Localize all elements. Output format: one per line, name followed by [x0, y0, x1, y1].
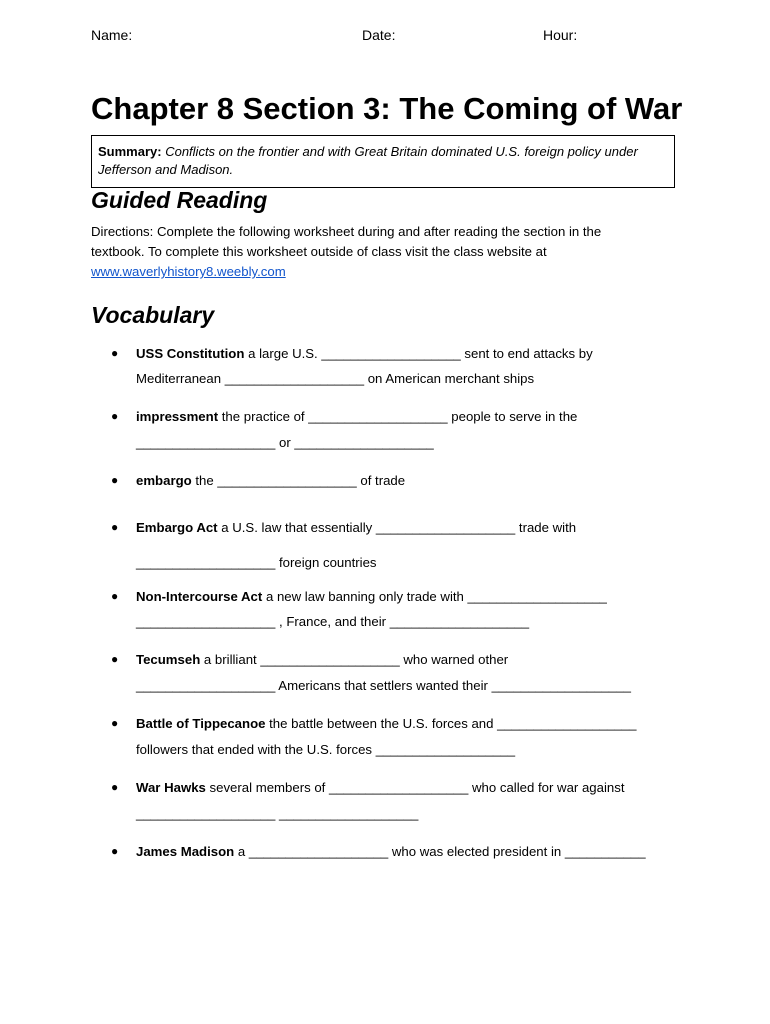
bullet-icon: ●	[111, 780, 119, 794]
vocab-term: Non-Intercourse Act	[136, 589, 263, 604]
summary-label: Summary:	[98, 144, 162, 159]
bullet-icon: ●	[111, 409, 119, 423]
vocab-line-1	[136, 844, 646, 859]
vocab-definition: several members of ___________________ who called for war against	[205, 780, 625, 795]
vocab-definition: the practice of ___________________ people to serve in the	[218, 409, 578, 424]
page-title: Chapter 8 Section 3: The Coming of War	[91, 91, 683, 126]
vocab-line-2: ___________________ Americans that settlers wanted their ___________________	[136, 678, 631, 693]
vocab-line-2: ___________________ or ___________________	[136, 435, 434, 450]
vocab-definition: a new law banning only trade with ___________________	[262, 589, 607, 604]
directions-text	[91, 222, 651, 282]
vocab-line-2: followers that ended with the U.S. forces ___________________	[136, 742, 516, 757]
hour-label: Hour:	[543, 27, 578, 43]
vocab-term: embargo	[136, 473, 192, 488]
vocab-definition: the battle between the U.S. forces and ___________________	[265, 716, 637, 731]
name-label: Name:	[91, 27, 133, 43]
vocab-line-1	[136, 409, 577, 424]
vocab-line-2: ___________________ , France, and their ___________________	[136, 614, 530, 629]
guided-reading-heading: Guided Reading	[91, 187, 268, 213]
summary-text: Conflicts on the frontier and with Great Britain dominated U.S. foreign policy under Jefferson and Madison.	[98, 144, 638, 177]
vocab-line-2: Mediterranean ___________________ on American merchant ships	[136, 371, 535, 386]
vocab-term: James Madison	[136, 844, 235, 859]
bullet-icon: ●	[111, 652, 119, 666]
vocab-line-1	[136, 652, 508, 667]
date-label: Date:	[362, 27, 396, 43]
bullet-icon: ●	[111, 716, 119, 730]
summary-box	[91, 135, 675, 188]
vocab-definition: a brilliant ___________________ who warned other	[200, 652, 509, 667]
vocab-term: Embargo Act	[136, 520, 218, 535]
vocab-line-2: ___________________ ___________________	[136, 806, 419, 821]
bullet-icon: ●	[111, 520, 119, 534]
vocab-line-2: ___________________ foreign countries	[136, 555, 377, 570]
class-website-link[interactable]: www.waverlyhistory8.weebly.com	[91, 264, 286, 279]
vocab-definition: a large U.S. ___________________ sent to end attacks by	[244, 346, 593, 361]
bullet-icon: ●	[111, 473, 119, 487]
vocab-term: Tecumseh	[136, 652, 201, 667]
vocab-definition: the ___________________ of trade	[191, 473, 406, 488]
vocab-line-1	[136, 716, 636, 731]
vocab-term: USS Constitution	[136, 346, 245, 361]
vocab-definition: a U.S. law that essentially ___________________ trade with	[217, 520, 577, 535]
directions-body: Directions: Complete the following worksheet during and after reading the section in the textbook. To complete this worksheet outside of class visit the class website at	[91, 224, 602, 259]
vocab-definition: a ___________________ who was elected president in ___________	[234, 844, 646, 859]
bullet-icon: ●	[111, 844, 119, 858]
vocab-term: impressment	[136, 409, 219, 424]
vocab-line-1	[136, 520, 576, 535]
vocab-line-1	[136, 346, 593, 361]
vocab-line-1	[136, 589, 607, 604]
vocab-line-1	[136, 780, 624, 795]
vocab-term: War Hawks	[136, 780, 206, 795]
vocab-line-1	[136, 473, 405, 488]
vocab-term: Battle of Tippecanoe	[136, 716, 266, 731]
vocabulary-heading: Vocabulary	[91, 302, 215, 328]
bullet-icon: ●	[111, 346, 119, 360]
bullet-icon: ●	[111, 589, 119, 603]
